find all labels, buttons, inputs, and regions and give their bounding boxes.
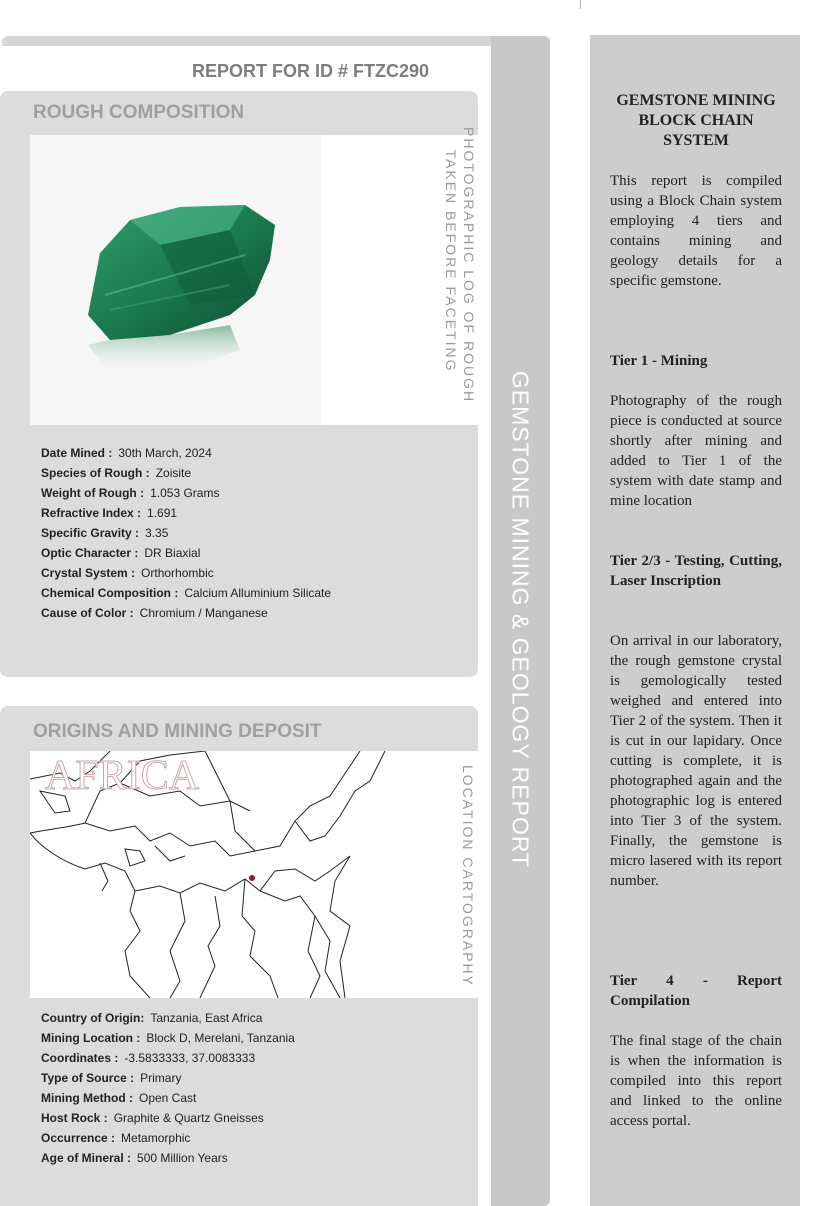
field-value: Chromium / Manganese — [139, 606, 268, 620]
field-row — [41, 1148, 295, 1168]
field-label: Specific Gravity : — [41, 526, 140, 540]
field-row — [41, 1128, 295, 1148]
origins-fields — [41, 1008, 295, 1168]
africa-map — [30, 751, 425, 998]
map-caption: LOCATION CARTOGRAPHY — [460, 764, 476, 988]
field-row — [41, 1088, 295, 1108]
field-row — [41, 463, 331, 483]
field-value: Primary — [140, 1071, 182, 1085]
field-value: Open Cast — [138, 1091, 197, 1105]
map-label: AFRICA — [45, 753, 200, 799]
field-label: Mining Location : — [41, 1031, 141, 1045]
field-row — [41, 563, 331, 583]
rough-photo — [30, 127, 478, 425]
tier23-text: On arrival in our laboratory, the rough gemstone crystal is gemologically tested weighed and entered into Tier 2 of the system. Then it is cut in our lapidary. Once cutting is complete, it is photographed again and the photographic log is entered into Tier 3 of the system. Finally, the gemstone is micro lasered with its report number. — [610, 633, 782, 889]
origins-title: ORIGINS AND MINING DEPOSIT — [33, 721, 322, 742]
field-label: Country of Origin: — [41, 1011, 145, 1025]
photo-caption — [442, 127, 478, 404]
field-label: Chemical Composition : — [41, 586, 179, 600]
location-map — [30, 751, 478, 998]
field-row — [41, 523, 331, 543]
field-value: Metamorphic — [121, 1131, 191, 1145]
field-value: Tanzania, East Africa — [150, 1011, 263, 1025]
field-row — [41, 483, 331, 503]
field-value: DR Biaxial — [144, 546, 201, 560]
tier1-title: Tier 1 - Mining — [610, 353, 708, 369]
field-label: Species of Rough : — [41, 466, 150, 480]
sidebar-intro: This report is compiled using a Block Chain system employing 4 tiers and contains mining and geology details for a specific gemstone. — [610, 173, 782, 289]
field-label: Mining Method : — [41, 1091, 133, 1105]
top-tick-mark — [580, 0, 581, 9]
field-row — [41, 1048, 295, 1068]
field-label: Optic Character : — [41, 546, 139, 560]
photo-caption-line2: TAKEN BEFORE FACETING — [443, 149, 459, 373]
tier4-title: Tier 4 - Report Compilation — [610, 973, 782, 1009]
field-value: 3.35 — [145, 526, 169, 540]
field-label: Coordinates : — [41, 1051, 119, 1065]
field-value: 30th March, 2024 — [118, 446, 212, 460]
tier23-title: Tier 2/3 - Testing, Cutting, Laser Inscription — [610, 553, 782, 589]
tier1-text: Photography of the rough piece is conducted at source shortly after mining and added to Tier 1 of the system with date stamp and mine location — [610, 393, 782, 509]
field-value: Zoisite — [155, 466, 192, 480]
field-row — [41, 443, 331, 463]
field-value: 500 Million Years — [137, 1151, 228, 1165]
field-row — [41, 583, 331, 603]
field-row — [41, 543, 331, 563]
field-value: Calcium Alluminium Silicate — [184, 586, 332, 600]
rough-composition-title: ROUGH COMPOSITION — [33, 102, 245, 123]
field-label: Crystal System : — [41, 566, 136, 580]
field-row — [41, 503, 331, 523]
field-value: Orthorhombic — [141, 566, 214, 580]
field-value: Block D, Merelani, Tanzania — [146, 1031, 295, 1045]
field-label: Date Mined : — [41, 446, 113, 460]
field-row — [41, 1008, 295, 1028]
tier4-text: The final stage of the chain is when the information is compiled into this report and linked to the online access portal. — [610, 1033, 782, 1129]
photo-caption-line1: PHOTOGRAPHIC LOG OF ROUGH — [461, 127, 477, 404]
field-label: Refractive Index : — [41, 506, 142, 520]
field-row — [41, 1028, 295, 1048]
gemstone-image — [30, 135, 322, 425]
header-bar — [2, 36, 492, 46]
field-value: -3.5833333, 37.0083333 — [124, 1051, 256, 1065]
field-label: Type of Source : — [41, 1071, 135, 1085]
field-value: Graphite & Quartz Gneisses — [113, 1111, 264, 1125]
field-row — [41, 603, 331, 623]
field-label: Weight of Rough : — [41, 486, 145, 500]
field-row — [41, 1068, 295, 1088]
field-row — [41, 1108, 295, 1128]
field-label: Cause of Color : — [41, 606, 134, 620]
field-label: Occurrence : — [41, 1131, 116, 1145]
rough-fields — [41, 443, 331, 623]
report-id: REPORT FOR ID # FTZC290 — [192, 61, 430, 81]
vertical-report-title: GEMSTONE MINING & GEOLOGY REPORT — [507, 370, 534, 869]
sidebar-heading: GEMSTONE MINING BLOCK CHAIN SYSTEM — [616, 92, 776, 149]
field-value: 1.053 Grams — [150, 486, 220, 500]
field-label: Host Rock : — [41, 1111, 108, 1125]
field-value: 1.691 — [147, 506, 178, 520]
field-label: Age of Mineral : — [41, 1151, 132, 1165]
blockchain-sidebar — [590, 35, 800, 1206]
